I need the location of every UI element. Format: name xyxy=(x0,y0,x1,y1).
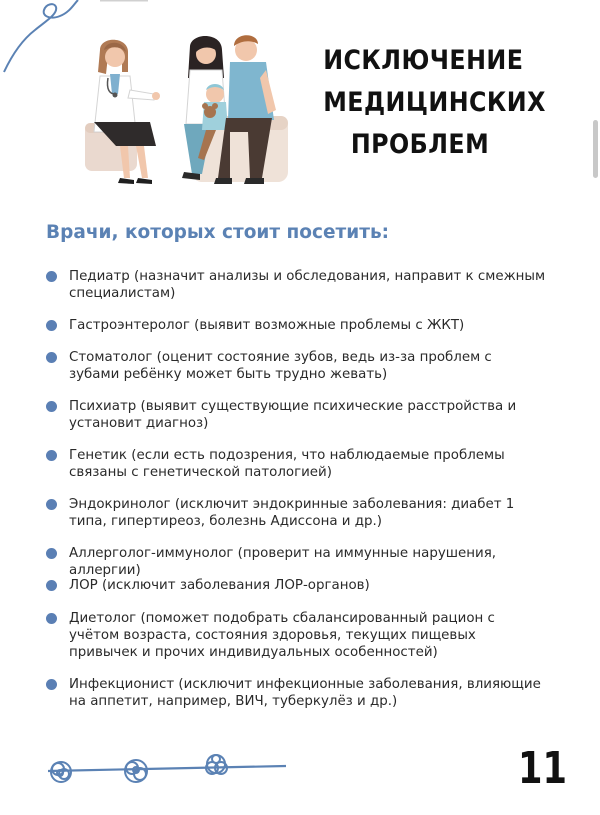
list-item xyxy=(46,447,546,496)
doctor-list xyxy=(46,268,546,716)
page-number: 11 xyxy=(518,743,567,794)
list-item-text: Стоматолог (оценит состояние зубов, ведь из-за проблем с зубами ребёнку может быть трудно жевать) xyxy=(69,350,492,382)
bullet-dot xyxy=(46,450,57,461)
scrollbar[interactable] xyxy=(593,120,598,178)
list-item xyxy=(46,268,546,317)
list-item-text: Аллерголог-иммунолог (проверит на иммунные нарушения, аллергии) xyxy=(69,546,497,578)
list-item xyxy=(46,349,546,398)
list-item xyxy=(46,545,546,577)
list-item xyxy=(46,676,546,716)
section-heading: Врачи, которых стоит посетить: xyxy=(46,222,390,243)
list-item-text: Инфекционист (исключит инфекционные заболевания, влияющие на аппетит, например, ВИЧ, туберкулёз и др.) xyxy=(69,677,541,709)
page-title xyxy=(310,40,546,166)
bullet-dot xyxy=(46,679,57,690)
bullet-dot xyxy=(46,352,57,363)
list-item xyxy=(46,577,546,610)
list-item xyxy=(46,610,546,676)
list-item-text: Педиатр (назначит анализы и обследования, направит к смежным специалистам) xyxy=(69,269,546,301)
list-item-text: Генетик (если есть подозрения, что наблюдаемые проблемы связаны с генетической патологией) xyxy=(69,448,505,480)
bullet-dot xyxy=(46,499,57,510)
bullet-dot xyxy=(46,401,57,412)
list-item xyxy=(46,317,546,349)
list-item-text: Эндокринолог (исключит эндокринные заболевания: диабет 1 типа, гипертиреоз, болезнь Адиссона и др.) xyxy=(69,497,515,529)
list-item-text: Психиатр (выявит существующие психические расстройства и установит диагноз) xyxy=(69,399,517,431)
doctor-family-illustration xyxy=(80,28,292,193)
bullet-dot xyxy=(46,271,57,282)
list-item-text: Гастроэнтеролог (выявит возможные проблемы с ЖКТ) xyxy=(69,318,465,333)
list-item-text: Диетолог (поможет подобрать сбалансированный рацион с учётом возраста, состояния здоровья, текущих пищевых привычек и прочих индивидуальных особенностей) xyxy=(69,611,495,660)
title-line: МЕДИЦИНСКИХ xyxy=(323,87,546,118)
bullet-dot xyxy=(46,320,57,331)
bullet-dot xyxy=(46,613,57,624)
title-line: ПРОБЛЕМ xyxy=(350,129,490,160)
bullet-dot xyxy=(46,580,57,591)
decorative-footer-line xyxy=(44,746,289,791)
list-item xyxy=(46,398,546,447)
title-line: ИСКЛЮЧЕНИЕ xyxy=(323,45,524,76)
list-item xyxy=(46,496,546,545)
list-item-text: ЛОР (исключит заболевания ЛОР-органов) xyxy=(69,578,370,593)
bullet-dot xyxy=(46,548,57,559)
